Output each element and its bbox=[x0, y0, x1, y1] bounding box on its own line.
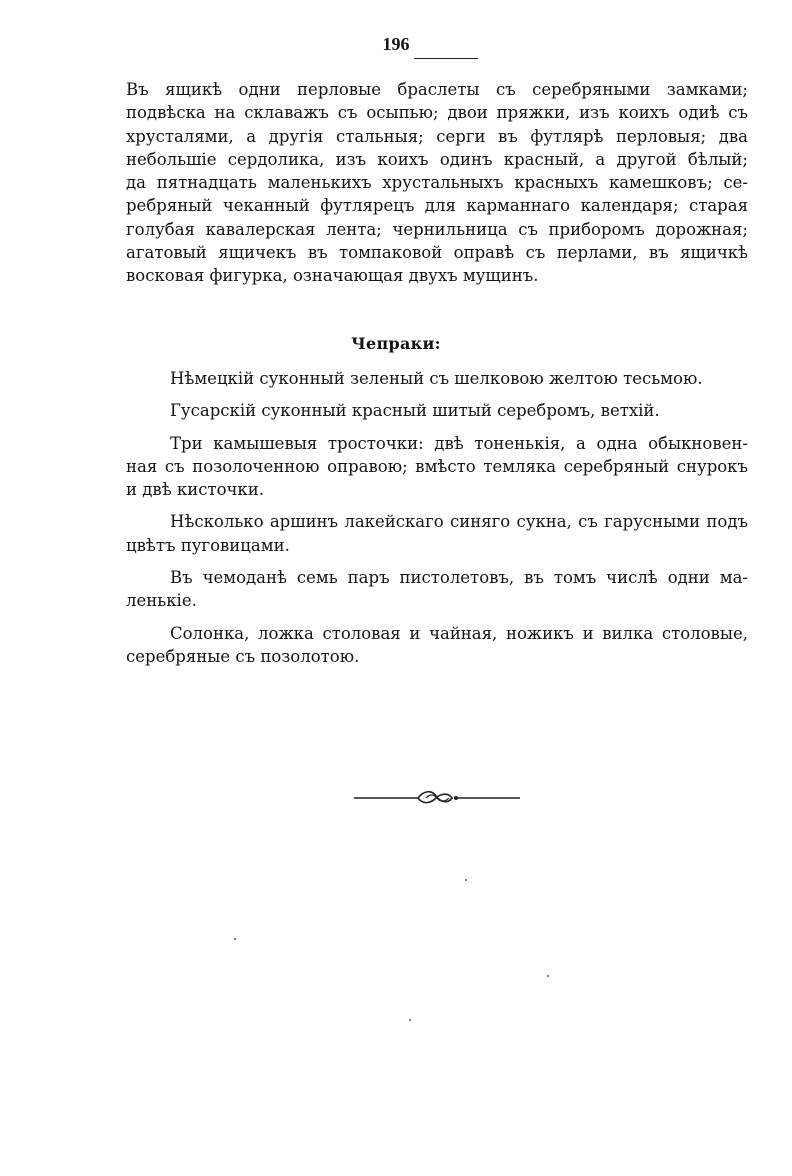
page-number: 196 bbox=[382, 34, 410, 54]
inventory-paragraph bbox=[126, 78, 748, 288]
paper-speck bbox=[234, 938, 236, 940]
item-list bbox=[126, 367, 748, 677]
list-item bbox=[126, 367, 748, 390]
item-line: Нѣсколько аршинъ лакейскаго синяго сукна, съ гарусными подъ bbox=[170, 512, 748, 532]
list-item bbox=[126, 432, 748, 502]
ornamental-divider-icon bbox=[352, 786, 522, 810]
item-line: Три камышевыя тросточки: двѣ тоненькія, а одна обыкновен- bbox=[170, 433, 748, 453]
item-line: Гусарскій суконный красный шитый серебромъ, ветхій. bbox=[170, 401, 660, 421]
item-line: Въ чемоданѣ семь паръ пистолетовъ, въ томъ числѣ одни ма- bbox=[170, 568, 748, 588]
paragraph-line: Въ ящикѣ одни перловые браслеты съ серебряными замками; bbox=[126, 80, 748, 99]
item-line: серебряные съ позолотою. bbox=[126, 646, 360, 666]
item-line: и двѣ кисточки. bbox=[126, 480, 264, 500]
paper-speck bbox=[409, 1019, 411, 1021]
item-line: ная съ позолоченною оправою; вмѣсто темляка серебряный снурокъ bbox=[126, 456, 748, 476]
section-heading: Чепраки: bbox=[351, 334, 441, 353]
item-line: Солонка, ложка столовая и чайная, ножикъ и вилка столовые, bbox=[170, 623, 748, 643]
item-line: цвѣтъ пуговицами. bbox=[126, 535, 290, 555]
page-number-underline bbox=[414, 58, 478, 59]
list-item bbox=[126, 399, 748, 422]
item-line: Нѣмецкій суконный зеленый съ шелковою желтою тесьмою. bbox=[170, 369, 703, 388]
paragraph-line: хрусталями, а другія стальныя; серги въ футлярѣ перловыя; два bbox=[126, 126, 748, 146]
paper-speck bbox=[547, 975, 549, 977]
paragraph-line: небольшіе сердолика, изъ коихъ одинъ красный, а другой бѣлый; bbox=[126, 149, 748, 169]
paragraph-line: да пятнадцать маленькихъ хрустальныхъ красныхъ камешковъ; се- bbox=[126, 173, 748, 193]
list-item bbox=[126, 622, 748, 669]
paragraph-line: восковая фигурка, означающая двухъ мущинъ. bbox=[126, 266, 539, 286]
paper-speck bbox=[465, 879, 467, 881]
paragraph-line: ребряный чеканный футлярецъ для карманнаго календаря; старая bbox=[126, 196, 748, 216]
paragraph-line: подвѣска на склаважъ съ осыпью; двои пряжки, изъ коихъ одиѣ съ bbox=[126, 103, 748, 123]
list-item bbox=[126, 566, 748, 613]
paragraph-line: агатовый ящичекъ въ томпаковой оправѣ съ перлами, въ ящичкѣ bbox=[126, 243, 748, 263]
paragraph-line: голубая кавалерская лента; чернильница съ приборомъ дорожная; bbox=[126, 219, 748, 239]
item-line: ленькіе. bbox=[126, 591, 197, 611]
list-item bbox=[126, 510, 748, 557]
